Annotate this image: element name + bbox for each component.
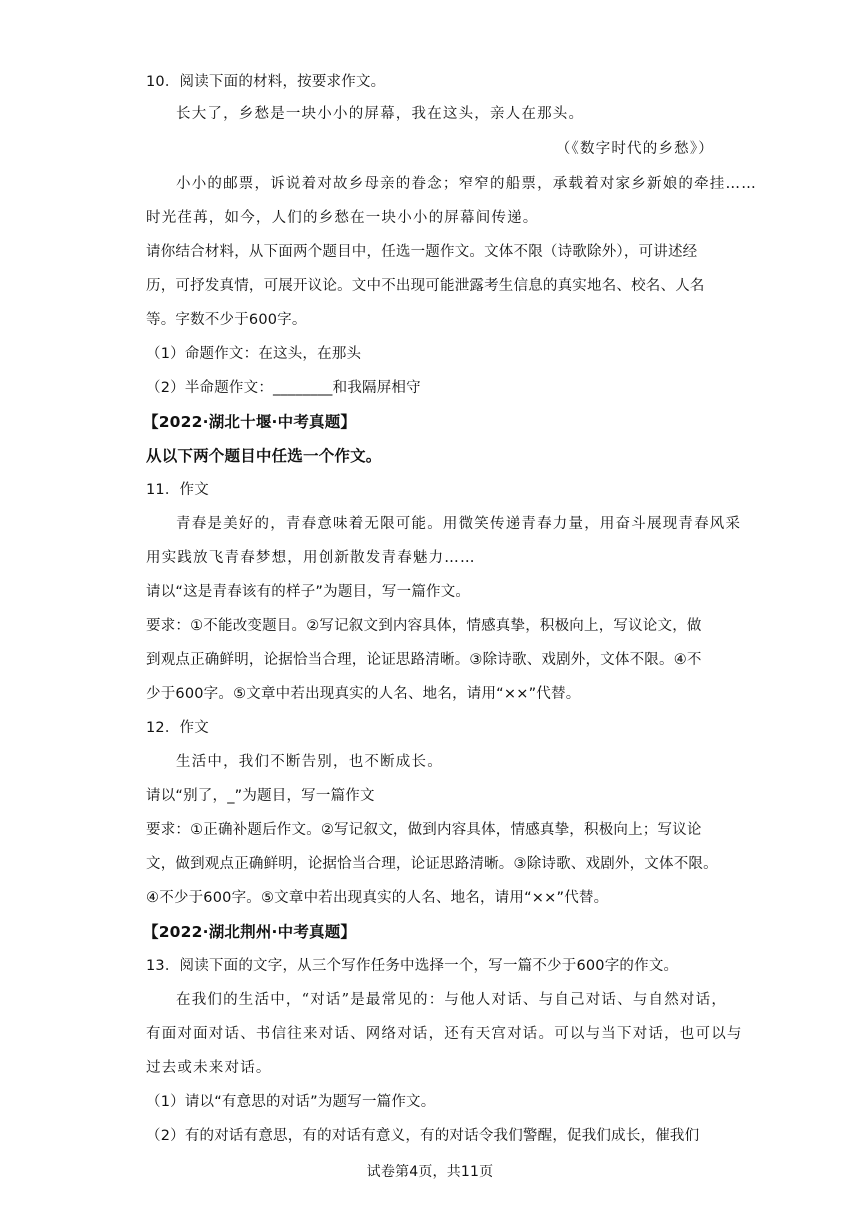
q13-option-1: （1）请以“有意思的对话”为题写一篇作文。 [146,1094,436,1110]
q12-requirement-line-1: 要求：①正确补题后作文。②写记叙文，做到内容具体，情感真挚，积极向上；写议论 [146,822,702,838]
q13-option-2: （2）有的对话有意思，有的对话有意义，有的对话令我们警醒，促我们成长，催我们 [146,1128,700,1144]
q12-material: 生活中，我们不断告别，也不断成长。 [176,754,443,770]
q10-source: （《数字时代的乡愁》） [555,141,714,157]
q12-task: 请以“别了，_”为题目，写一篇作文 [146,788,375,804]
q12-title: 12．作文 [146,720,209,736]
q10-option-2: （2）半命题作文：________和我隔屏相守 [146,380,421,396]
q13-material-line-3: 过去或未来对话。 [146,1060,272,1076]
q11-title: 11．作文 [146,482,209,498]
q13-material-line-1: 在我们的生活中，“对话”是最常见的：与他人对话、与自己对话、与自然对话， [176,992,728,1008]
q11-requirement-line-3: 少于600字。⑤文章中若出现真实的人名、地名，请用“××”代替。 [146,686,581,702]
section-instruction-shiyan: 从以下两个题目中任选一个作文。 [146,447,382,465]
q13-material-line-2: 有面对面对话、书信往来对话、网络对话，还有天宫对话。可以与当下对话，也可以与 [146,1026,743,1042]
section-heading-shiyan: 【2022·湖北十堰·中考真题】 [143,413,357,431]
q11-requirement-line-2: 到观点正确鲜明，论据恰当合理，论证思路清晰。③除诗歌、戏剧外，文体不限。④不 [146,652,702,668]
q12-requirement-line-2: 文，做到观点正确鲜明，论据恰当合理，论证思路清晰。③除诗歌、戏剧外，文体不限。 [146,856,718,872]
q10-poem: 长大了，乡愁是一块小小的屏幕，我在这头，亲人在那头。 [176,106,585,122]
section-heading-jingzhou: 【2022·湖北荆州·中考真题】 [143,923,357,941]
q11-material-line-1: 青春是美好的，青春意味着无限可能。用微笑传递青春力量，用奋斗展现青春风采 [176,516,742,532]
page-footer: 试卷第4页，共11页 [366,1164,494,1180]
q11-requirement-line-1: 要求：①不能改变题目。②写记叙文到内容具体，情感真挚，积极向上，写议论文，做 [146,618,702,634]
q10-option-1: （1）命题作文：在这头，在那头 [146,346,362,362]
q10-material-line-1: 小小的邮票，诉说着对故乡母亲的眷念；窄窄的船票，承载着对家乡新娘的牵挂…… [176,176,757,192]
q13-prompt: 13．阅读下面的文字，从三个写作任务中选择一个，写一篇不少于600字的作文。 [146,958,679,974]
q12-requirement-line-3: ④不少于600字。⑤文章中若出现真实的人名、地名，请用“××”代替。 [146,890,609,906]
q10-requirement-line-1: 请你结合材料，从下面两个题目中，任选一题作文。文体不限（诗歌除外），可讲述经 [146,244,698,260]
q11-material-line-2: 用实践放飞青春梦想，用创新散发青春魅力…… [146,550,476,566]
q10-material-line-2: 时光荏苒，如今，人们的乡愁在一块小小的屏幕间传递。 [146,210,539,226]
q11-task: 请以“这是青春该有的样子”为题目，写一篇作文。 [146,584,471,600]
q10-prompt: 10．阅读下面的材料，按要求作文。 [146,74,386,90]
q10-requirement-line-3: 等。字数不少于600字。 [146,312,307,328]
q10-requirement-line-2: 历，可抒发真情，可展开议论。文中不出现可能泄露考生信息的真实地名、校名、人名 [146,278,705,294]
